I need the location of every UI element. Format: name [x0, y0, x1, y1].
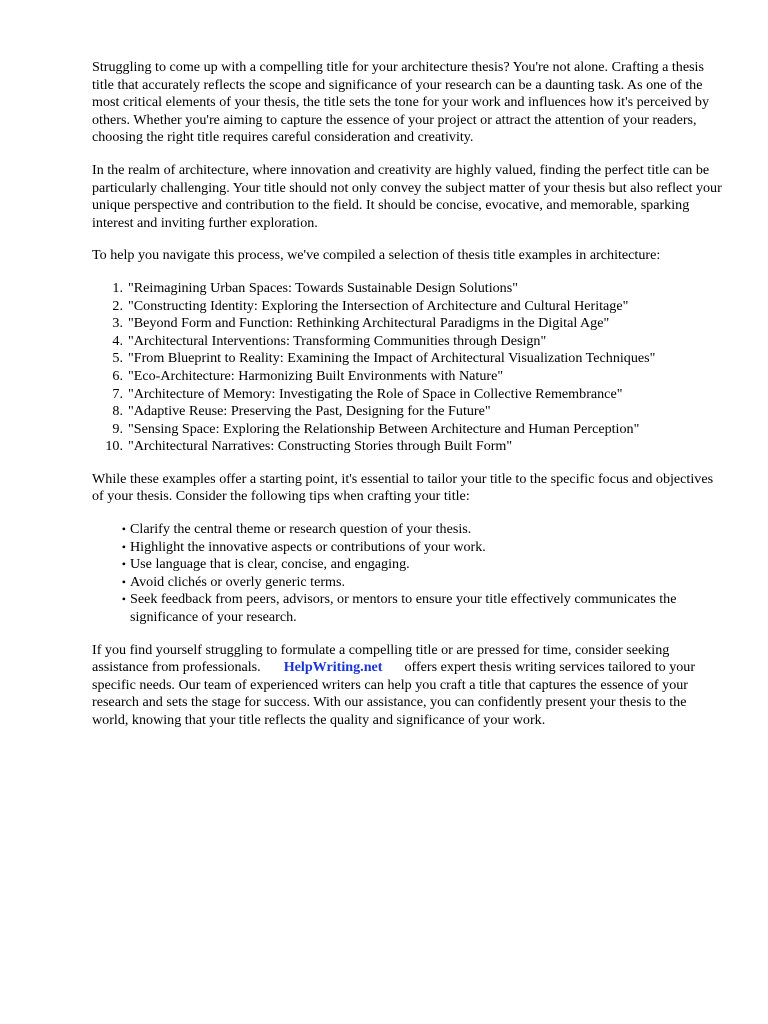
- list-number: 7.: [112, 385, 123, 402]
- list-number: 10.: [105, 438, 123, 455]
- list-item: [92, 298, 722, 316]
- help-intro-paragraph: To help you navigate this process, we've compiled a selection of thesis title examples in architecture:: [92, 247, 661, 264]
- bullet-icon: •: [121, 592, 126, 607]
- list-item: [92, 421, 722, 439]
- bullet-icon: •: [121, 557, 126, 572]
- tip-text: Clarify the central theme or research question of your thesis.: [130, 521, 472, 538]
- list-number: 1.: [112, 279, 123, 296]
- tips-list: [92, 521, 722, 627]
- list-item: [92, 280, 722, 298]
- list-number: 6.: [112, 367, 123, 384]
- tip-text: Highlight the innovative aspects or contributions of your work.: [130, 538, 486, 555]
- list-item: [92, 386, 722, 404]
- example-title: "Architecture of Memory: Investigating the Role of Space in Collective Remembrance": [128, 385, 623, 402]
- list-number: 8.: [112, 403, 123, 420]
- list-number: 4.: [112, 332, 123, 349]
- example-title: "Reimagining Urban Spaces: Towards Sustainable Design Solutions": [128, 279, 518, 296]
- closing-paragraph: [92, 642, 722, 730]
- example-title: "Architectural Narratives: Constructing Stories through Built Form": [128, 438, 513, 455]
- example-title: "From Blueprint to Reality: Examining the Impact of Architectural Visualization Techniques": [128, 350, 656, 367]
- example-title: "Constructing Identity: Exploring the Intersection of Architecture and Cultural Heritage": [128, 297, 629, 314]
- tip-text: Use language that is clear, concise, and engaging.: [130, 556, 410, 573]
- example-title: "Beyond Form and Function: Rethinking Architectural Paradigms in the Digital Age": [128, 315, 610, 332]
- intro-paragraph: Struggling to come up with a compelling title for your architecture thesis? You're not alone. Crafting a thesis title that accurately reflects the scope and significance of your research can be a daunting task. As one of the most critical elements of your thesis, the title sets the tone for your work and influences how it's perceived by others. Whether you're aiming to capture the essence of your project or attract the attention of your readers, choosing the right title requires careful consideration and creativity.: [92, 59, 710, 146]
- realm-paragraph: In the realm of architecture, where innovation and creativity are highly valued, finding the perfect title can be particularly challenging. Your title should not only convey the subject matter of your thesis but also reflect your unique perspective and contribution to the field. It should be concise, evocative, and memorable, sparking interest and inviting further exploration.: [92, 161, 722, 231]
- example-title: "Architectural Interventions: Transforming Communities through Design": [128, 332, 547, 349]
- list-item: [92, 556, 722, 574]
- tip-text: Seek feedback from peers, advisors, or mentors to ensure your title effectively communicates the significance of your research.: [130, 591, 677, 626]
- tip-text: Avoid clichés or overly generic terms.: [130, 573, 345, 590]
- list-number: 5.: [112, 350, 123, 367]
- example-title: "Sensing Space: Exploring the Relationship Between Architecture and Human Perception": [128, 420, 640, 437]
- title-examples-list: [92, 280, 722, 456]
- example-title: "Adaptive Reuse: Preserving the Past, Designing for the Future": [128, 403, 491, 420]
- list-item: [92, 315, 722, 333]
- list-item: [92, 438, 722, 456]
- list-item: [92, 333, 722, 351]
- list-item: [92, 591, 722, 626]
- list-item: [92, 350, 722, 368]
- document-page: [92, 59, 722, 745]
- list-number: 2.: [112, 297, 123, 314]
- closing-text-before-link: If you find yourself struggling to formulate a compelling title or are pressed for time, consider seeking assistance from professionals.: [92, 641, 670, 676]
- list-number: 9.: [112, 420, 123, 437]
- list-item: [92, 574, 722, 592]
- list-item: [92, 521, 722, 539]
- example-title: "Eco-Architecture: Harmonizing Built Environments with Nature": [128, 367, 504, 384]
- bullet-icon: •: [121, 574, 126, 589]
- tailor-paragraph: While these examples offer a starting point, it's essential to tailor your title to the specific focus and objectives of your thesis. Consider the following tips when crafting your title:: [92, 470, 714, 505]
- list-item: [92, 368, 722, 386]
- bullet-icon: •: [121, 539, 126, 554]
- list-item: [92, 403, 722, 421]
- closing-text-after-link: offers expert thesis writing services tailored to your specific needs. Our team of experienced writers can help you craft a title that captures the essence of your research and sets the stage for success. With our assistance, you can confidently present your thesis to the world, knowing that your title reflects the quality and significance of your work.: [92, 659, 696, 728]
- list-number: 3.: [112, 315, 123, 332]
- bullet-icon: •: [121, 522, 126, 537]
- list-item: [92, 539, 722, 557]
- helpwriting-link[interactable]: HelpWriting.net: [283, 659, 383, 676]
